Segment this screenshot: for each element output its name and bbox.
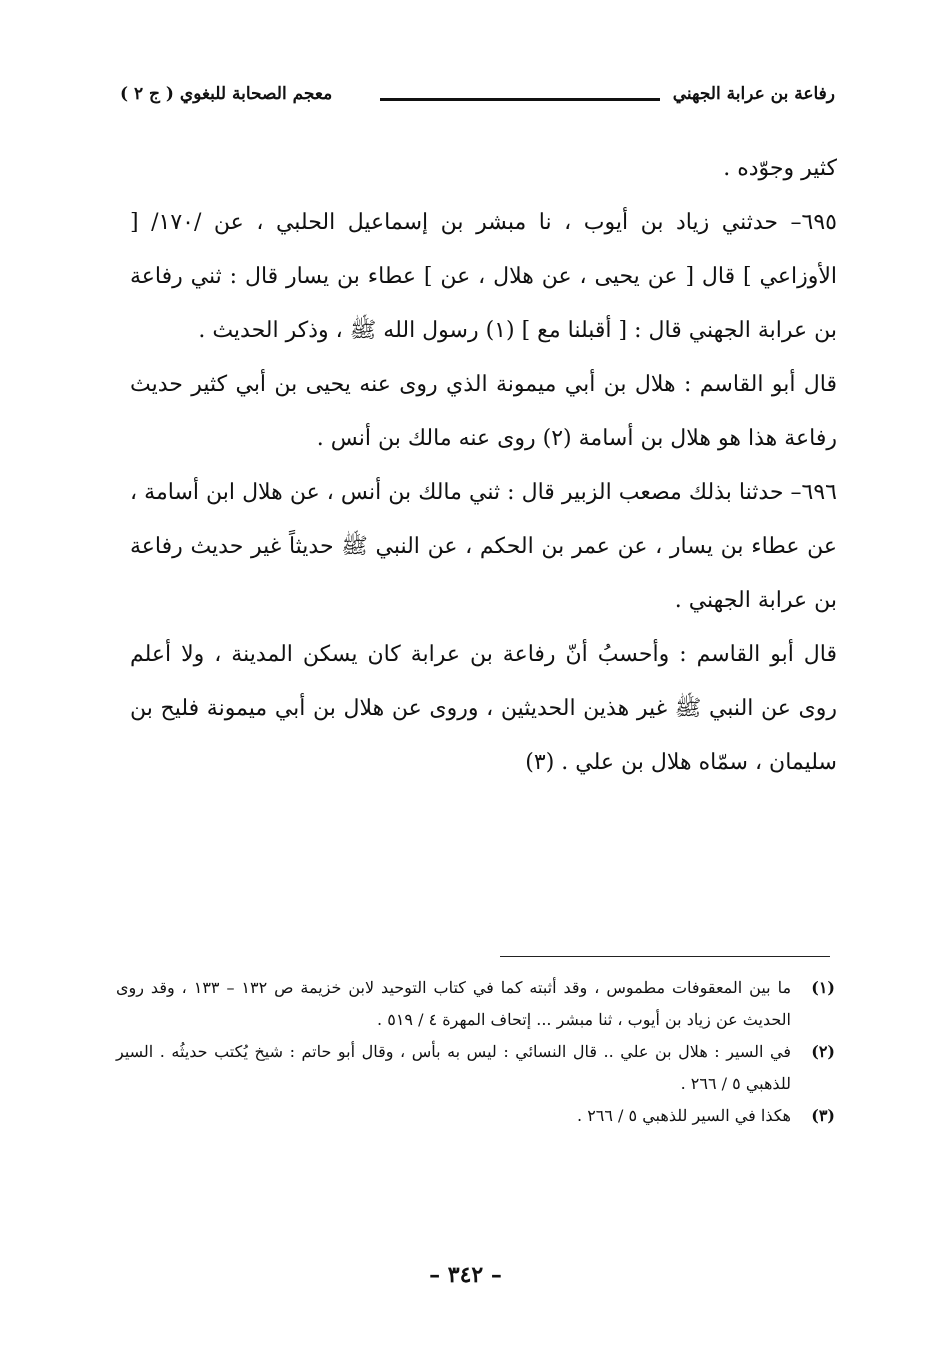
footnotes [116, 972, 835, 1132]
running-header [120, 84, 835, 118]
chapter-title: رفاعة بن عرابة الجهني [672, 84, 835, 104]
footnote-separator [500, 956, 830, 957]
main-text [130, 142, 837, 790]
footnote-number: (٣) [811, 1106, 835, 1125]
paragraph: كثير وجوّده . [723, 156, 837, 181]
footnote-number: (٢) [811, 1042, 835, 1061]
footnote-text: ما بين المعقوفات مطموس ، وقد أثبته كما في كتاب التوحيد لابن خزيمة ص ١٣٢ – ١٣٣ ، وقد روى الحديث عن زياد بن أيوب ، ثنا مبشر ... إتحاف المهرة ٤ / ٥١٩ . [116, 978, 792, 1029]
footnote-item [116, 1100, 835, 1132]
paragraph: قال أبو القاسم : هلال بن أبي ميمونة الذي روى عنه يحيى بن أبي كثير حديث رفاعة هذا هو هلال بن أسامة (٢) روى عنه مالك بن أنس . [130, 372, 837, 451]
paragraph: قال أبو القاسم : وأحسبُ أنّ رفاعة بن عرابة كان يسكن المدينة ، ولا أعلم روى عن النبي ﷺ غير هذين الحديثين ، وروى عن هلال بن أبي ميمونة فليح بن سليمان ، سمّاه هلال بن علي . (٣) [130, 642, 837, 775]
footnote-text: في السير : هلال بن علي .. قال النسائي : ليس به بأس ، وقال أبو حاتم : شيخ يُكتب حديثُه . السير للذهبي ٥ / ٢٦٦ . [116, 1042, 791, 1093]
book-title: معجم الصحابة للبغوي ( ج ٢ ) [120, 84, 333, 104]
page-number: – ٣٤٢ – [429, 1262, 502, 1288]
paragraph: ٦٩٥– حدثني زياد بن أيوب ، نا مبشر بن إسماعيل الحلبي ، عن /١٧٠/ [ الأوزاعي ] قال [ عن يحيى ، عن هلال ، عن ] عطاء بن يسار قال : ثني رفاعة بن عرابة الجهني قال : [ أقبلنا مع ] (١) رسول الله ﷺ ، وذكر الحديث . [130, 210, 837, 343]
footnote-item [116, 1036, 835, 1100]
footnote-item [116, 972, 835, 1036]
footnote-text: هكذا في السير للذهبي ٥ / ٢٦٦ . [577, 1106, 791, 1125]
header-rule [380, 98, 660, 101]
footnote-number: (١) [811, 978, 835, 997]
paragraph: ٦٩٦– حدثنا بذلك مصعب الزبير قال : ثني مالك بن أنس ، عن هلال ابن أسامة ، عن عطاء بن يسار ، عن عمر بن الحكم ، عن النبي ﷺ حديثاً غير حديث رفاعة بن عرابة الجهني . [130, 480, 837, 613]
